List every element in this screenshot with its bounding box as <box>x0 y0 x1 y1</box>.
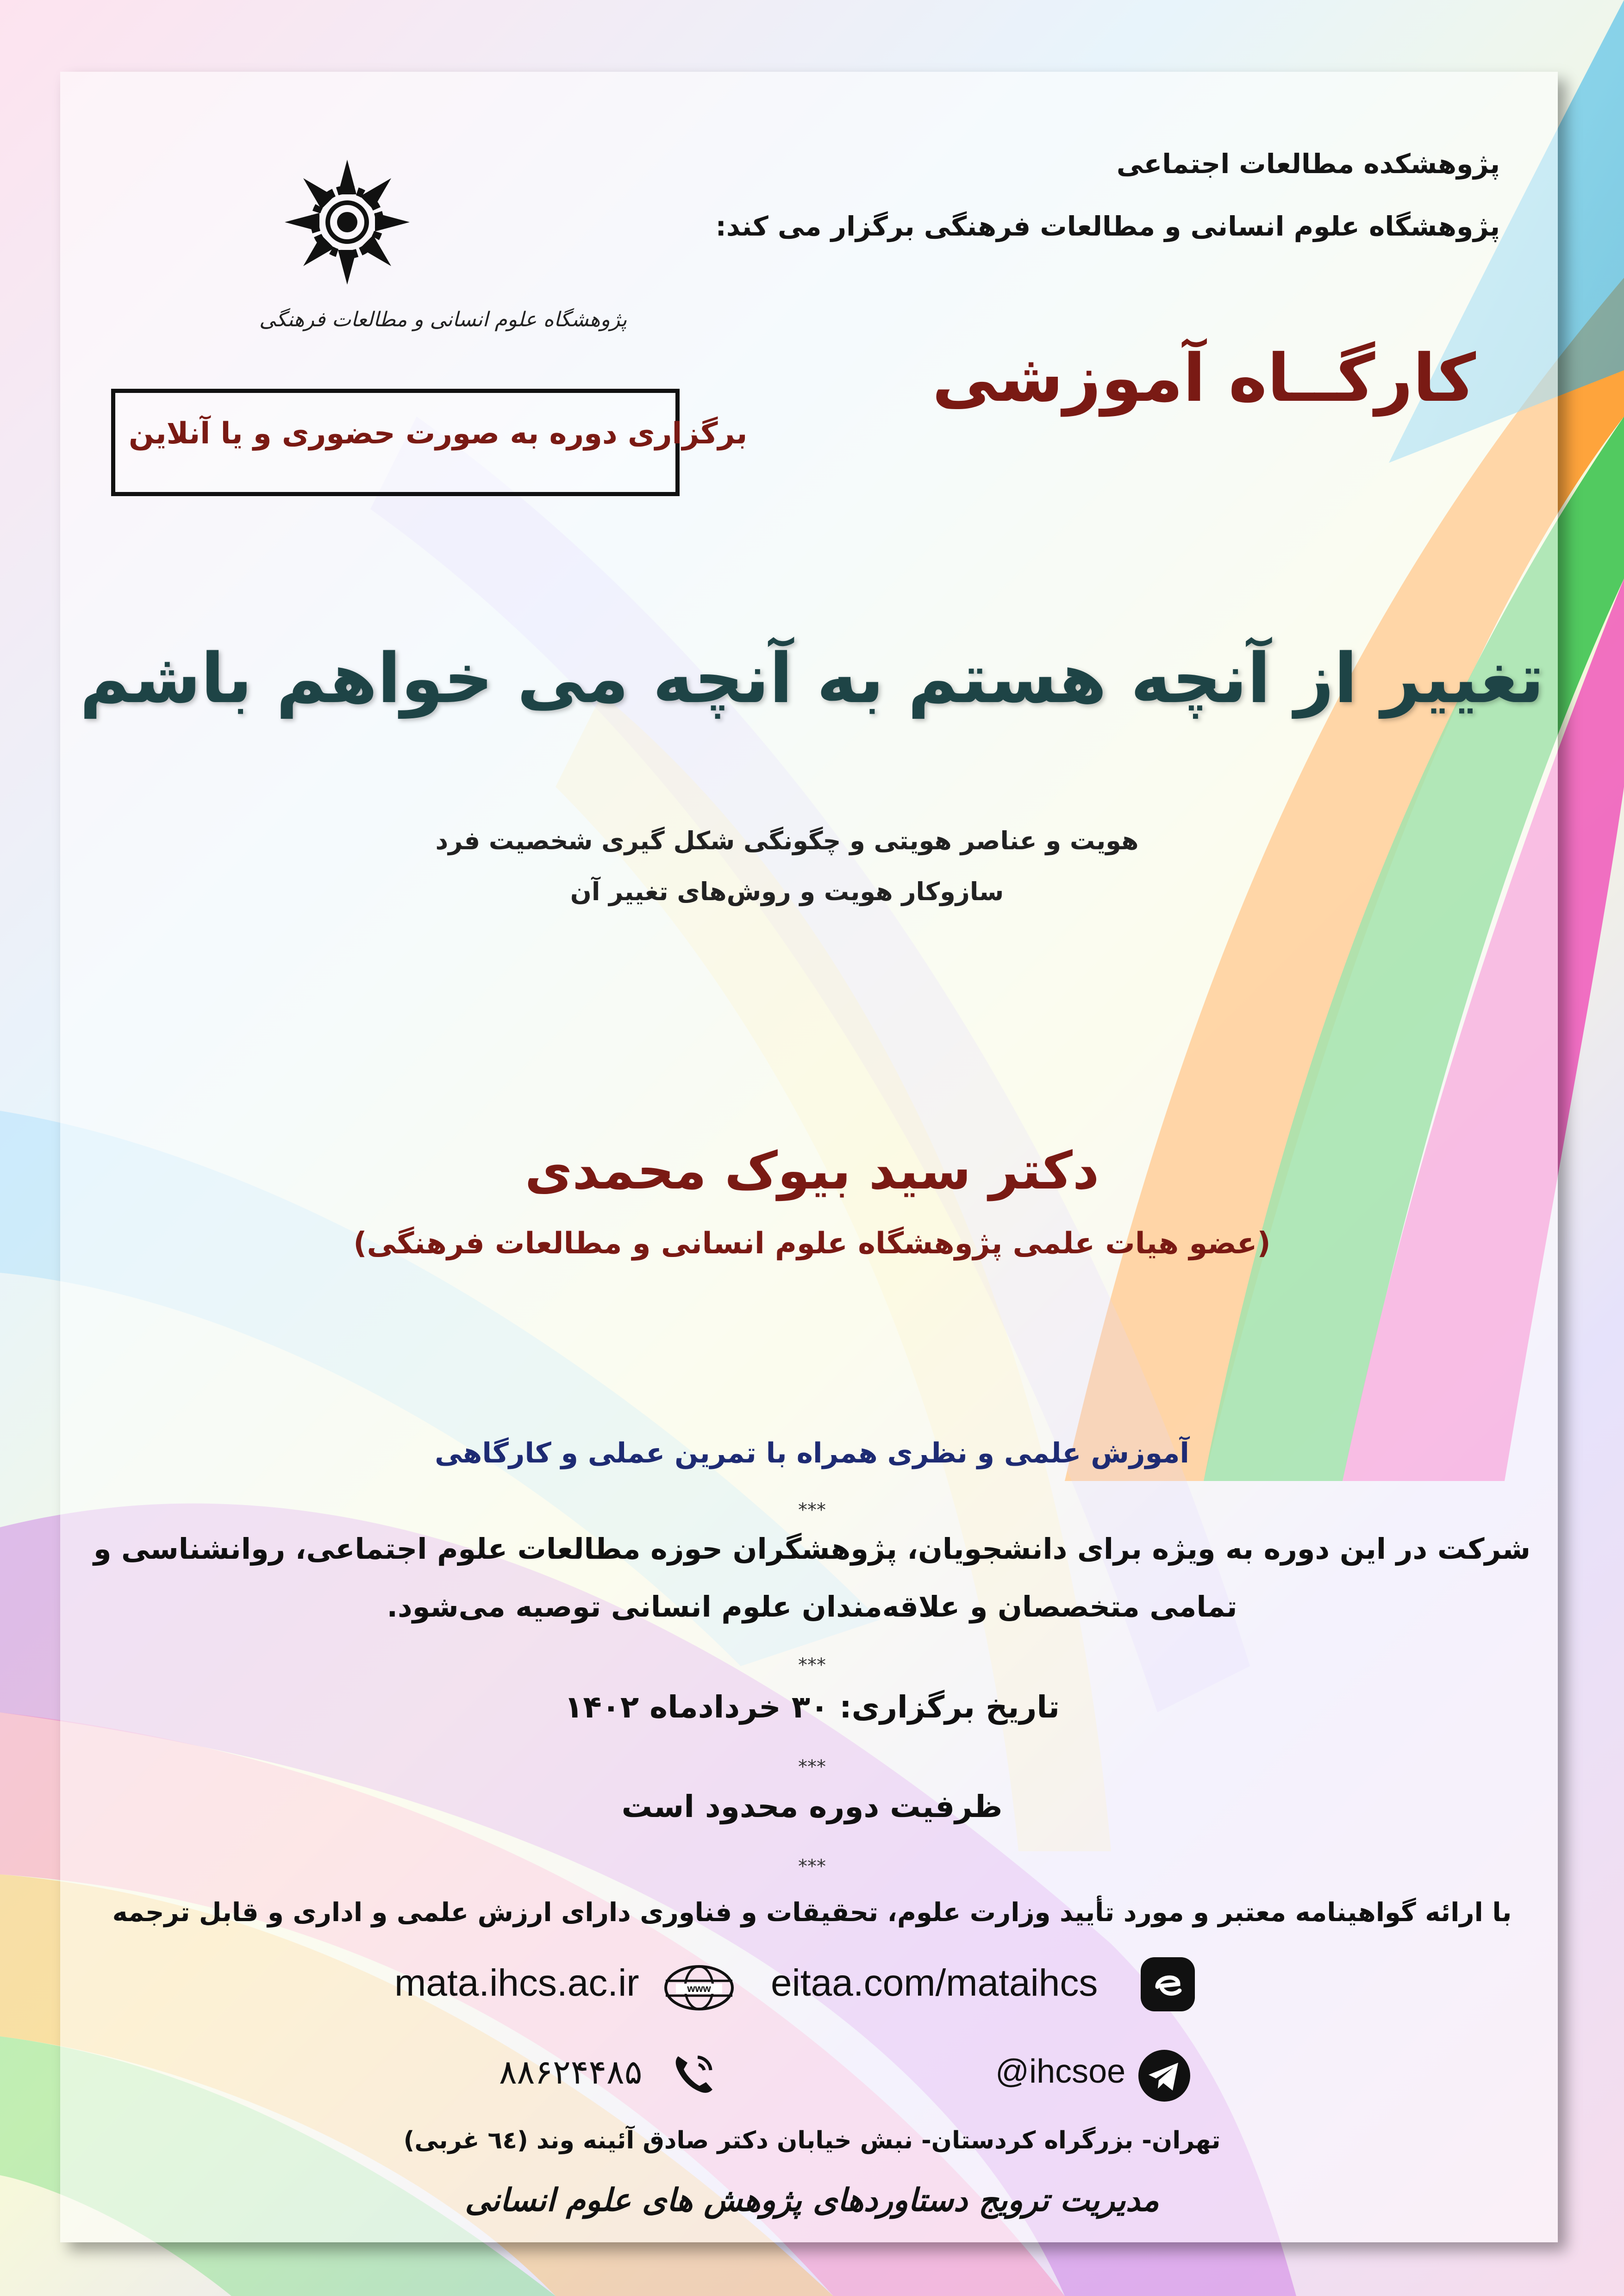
telegram-icon <box>1137 2048 1192 2103</box>
workshop-title: تغییر از آنچه هستم به آنچه می خواهم باشم <box>80 639 1544 718</box>
www-globe-icon <box>662 1962 736 2013</box>
institute-line-2: پژوهشگاه علوم انسانی و مطالعات فرهنگی برگزار می کند: <box>715 211 1500 242</box>
phone-number[interactable]: ۸۸۶۲۴۴۸۵ <box>499 2054 643 2091</box>
capacity-note: ظرفیت دوره محدود است <box>621 1789 1003 1824</box>
eitaa-icon <box>1139 1955 1197 2013</box>
speaker-affiliation: (عضو هیات علمی پژوهشگاه علوم انسانی و مطالعات فرهنگی) <box>353 1226 1271 1261</box>
event-date: تاریخ برگزاری: ۳۰ خردادماه ۱۴۰۲ <box>564 1689 1060 1725</box>
speaker-name: دکتر سید بیوک محمدی <box>525 1141 1099 1201</box>
logo-caption: پژوهشگاه علوم انسانی و مطالعات فرهنگی <box>259 308 627 331</box>
teaching-method: آموزش علمی و نظری همراه با تمرین عملی و کارگاهی <box>435 1437 1189 1469</box>
svg-text:www: www <box>687 1983 711 1994</box>
separator-stars: *** <box>798 1655 826 1676</box>
address: تهران- بزرگراه کردستان- نبش خیابان دکتر صادق آئینه وند (٦٤ غربی) <box>403 2127 1221 2154</box>
footer-organizer: مدیریت ترویج دستاوردهای پژوهش های علوم انسانی <box>465 2182 1159 2219</box>
certificate-note: با ارائه گواهینامه معتبر و مورد تأیید وزارت علوم، تحقیقات و فناوری دارای ارزش علمی و اداری و قابل ترجمه <box>112 1898 1512 1928</box>
separator-stars: *** <box>798 1500 826 1521</box>
website-link[interactable]: mata.ihcs.ac.ir <box>394 1962 639 2004</box>
audience-line-1: شرکت در این دوره به ویژه برای دانشجویان، پژوهشگران حوزه مطالعات علوم اجتماعی، روانشناسی و <box>93 1532 1531 1566</box>
event-type-heading: کارگــاه آموزشی <box>932 340 1476 417</box>
delivery-mode-text: برگزاری دوره به صورت حضوری و یا آنلاین <box>129 417 748 451</box>
telegram-handle[interactable]: @ihcsoe <box>995 2053 1126 2090</box>
eitaa-link[interactable]: eitaa.com/mataihcs <box>771 1962 1098 2004</box>
audience-line-2: تمامی متخصصان و علاقه‌مندان علوم انسانی توصیه می‌شود. <box>387 1590 1237 1624</box>
phone-icon <box>669 2048 720 2099</box>
separator-stars: *** <box>798 1756 826 1778</box>
separator-stars: *** <box>798 1856 826 1877</box>
institute-line-1: پژوهشکده مطالعات اجتماعی <box>1116 148 1500 180</box>
topic-line-2: سازوکار هویت و روش‌های تغییر آن <box>570 877 1004 906</box>
topic-line-1: هویت و عناصر هویتی و چگونگی شکل گیری شخصیت فرد <box>435 826 1139 855</box>
